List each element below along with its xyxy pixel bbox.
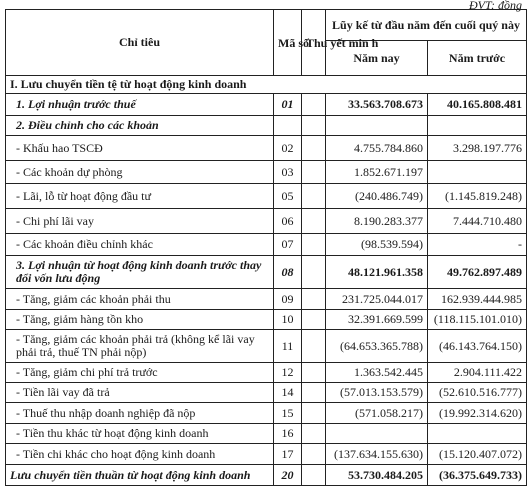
row-nam-nay: 33.563.708.673 [326,94,428,116]
row-name: 3. Lợi nhuận từ hoạt động kinh doanh trước thay đổi vốn lưu động [6,256,274,289]
row-nam-truoc: (19.992.314.620) [428,403,527,424]
table-row [6,310,527,330]
row-note [302,465,326,486]
row-code: 15 [274,403,302,424]
row-note [302,310,326,330]
row-nam-nay: (240.486.749) [326,184,428,209]
row-nam-truoc: 7.444.710.480 [428,209,527,234]
row-code: 20 [274,465,302,486]
row-nam-nay [326,424,428,444]
row-note [302,383,326,403]
row-nam-nay: (57.013.153.579) [326,383,428,403]
row-nam-nay: 4.755.784.860 [326,136,428,161]
table-row [6,136,527,161]
table-row [6,161,527,184]
row-nam-truoc: - [428,234,527,256]
row-nam-truoc: 40.165.808.481 [428,94,527,116]
table-row [6,256,527,289]
row-nam-truoc: 49.762.897.489 [428,256,527,289]
table-row [6,330,527,363]
row-name: - Khấu hao TSCĐ [6,136,274,161]
row-note [302,363,326,383]
row-code [274,116,302,136]
row-note [302,424,326,444]
table-row [6,94,527,116]
row-code: 03 [274,161,302,184]
row-name: - Tăng, giảm các khoản phải thu [6,289,274,310]
row-note [302,209,326,234]
row-nam-truoc [428,161,527,184]
table-row [6,465,527,486]
table-row [6,403,527,424]
row-nam-truoc: 2.904.111.422 [428,363,527,383]
row-nam-nay: 1.363.542.445 [326,363,428,383]
row-name: - Tiền thu khác từ hoạt động kinh doanh [6,424,274,444]
table-row [6,444,527,465]
table-row [6,76,527,94]
row-note [302,330,326,363]
row-nam-truoc: (15.120.407.072) [428,444,527,465]
header-nam-truoc: Năm trước [428,41,527,76]
cash-flow-table [5,9,527,486]
header-ma-so: Mã số [274,10,302,76]
row-code: 12 [274,363,302,383]
row-note [302,94,326,116]
row-nam-truoc: (1.145.819.248) [428,184,527,209]
row-nam-nay: (64.653.365.788) [326,330,428,363]
row-code: 16 [274,424,302,444]
row-name: - Tiền lãi vay đã trả [6,383,274,403]
row-name: 2. Điều chỉnh cho các khoản [6,116,274,136]
row-nam-truoc: (52.610.516.777) [428,383,527,403]
row-nam-nay: 32.391.669.599 [326,310,428,330]
row-note [302,184,326,209]
row-code: 09 [274,289,302,310]
row-name: 1. Lợi nhuận trước thuế [6,94,274,116]
row-nam-nay: (98.539.594) [326,234,428,256]
row-code: 01 [274,94,302,116]
row-name: - Tăng, giảm các khoản phải trả (không kể lãi vay phải trả, thuế TN phải nộp) [6,330,274,363]
row-nam-nay: 53.730.484.205 [326,465,428,486]
row-note [302,116,326,136]
row-name: I. Lưu chuyển tiền tệ từ hoạt động kinh doanh [6,76,527,94]
row-nam-truoc: 3.298.197.776 [428,136,527,161]
row-code: 17 [274,444,302,465]
row-name: - Chi phí lãi vay [6,209,274,234]
table-row [6,116,527,136]
row-name: - Thuế thu nhập doanh nghiệp đã nộp [6,403,274,424]
row-code: 08 [274,256,302,289]
row-code: 06 [274,209,302,234]
row-code: 11 [274,330,302,363]
table-row [6,289,527,310]
row-name: - Tăng, giảm hàng tồn kho [6,310,274,330]
header-nam-nay: Năm nay [326,41,428,76]
row-note [302,403,326,424]
row-name: - Lãi, lỗ từ hoạt động đầu tư [6,184,274,209]
row-nam-nay: 8.190.283.377 [326,209,428,234]
row-nam-nay: (137.634.155.630) [326,444,428,465]
row-code: 10 [274,310,302,330]
row-nam-nay: 231.725.044.017 [326,289,428,310]
row-nam-nay: 48.121.961.358 [326,256,428,289]
table-row [6,424,527,444]
row-nam-truoc [428,424,527,444]
row-note [302,289,326,310]
row-code: 02 [274,136,302,161]
header-thuyet-minh: Thu yết min h [302,10,326,76]
table-row [6,234,527,256]
row-nam-truoc: (36.375.649.733) [428,465,527,486]
row-code: 07 [274,234,302,256]
row-nam-nay [326,116,428,136]
header-chi-tieu: Chỉ tiêu [6,10,274,76]
row-note [302,136,326,161]
row-name: - Tăng, giảm chi phí trả trước [6,363,274,383]
row-name: - Tiền chi khác cho hoạt động kinh doanh [6,444,274,465]
row-name: - Các khoản dự phòng [6,161,274,184]
header-luy-ke: Lũy kế từ đầu năm đến cuối quý này [326,10,527,41]
table-row [6,363,527,383]
row-note [302,234,326,256]
table-row [6,184,527,209]
row-name: - Các khoản điều chỉnh khác [6,234,274,256]
row-nam-nay: (571.058.217) [326,403,428,424]
row-code: 14 [274,383,302,403]
table-row [6,209,527,234]
row-name: Lưu chuyển tiền thuần từ hoạt động kinh doanh [6,465,274,486]
table-row [6,383,527,403]
row-nam-truoc: (118.115.101.010) [428,310,527,330]
row-nam-truoc: (46.143.764.150) [428,330,527,363]
unit-label: ĐVT: đồng [468,0,522,12]
row-note [302,256,326,289]
row-nam-truoc [428,116,527,136]
row-note [302,444,326,465]
row-nam-truoc: 162.939.444.985 [428,289,527,310]
row-code: 05 [274,184,302,209]
row-note [302,161,326,184]
row-nam-nay: 1.852.671.197 [326,161,428,184]
